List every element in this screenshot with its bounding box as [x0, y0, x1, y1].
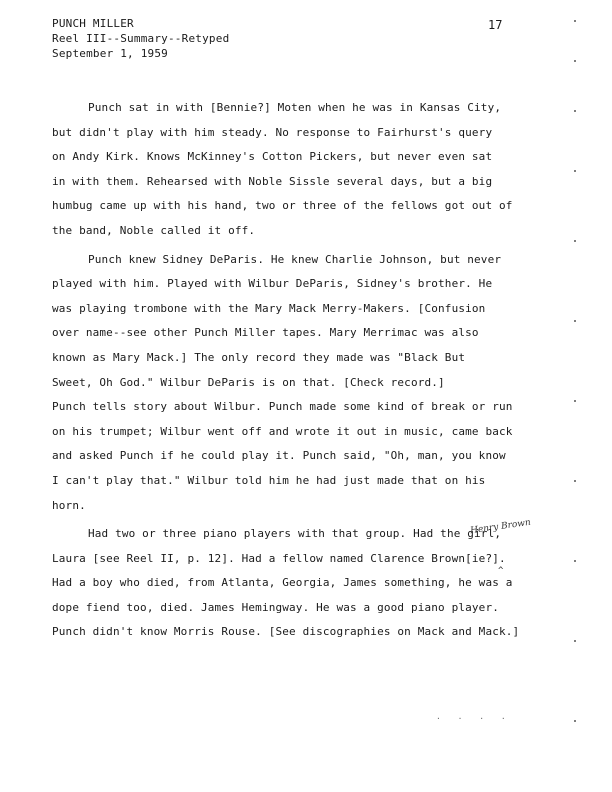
text-line: the band, Noble called it off. — [52, 223, 256, 237]
reel-label: Reel III--Summary--Retyped — [52, 32, 230, 45]
edge-dot — [574, 60, 576, 62]
edge-dot — [574, 560, 576, 562]
text-line: Punch sat in with [Bennie?] Moten when he was in Kansas City, — [88, 101, 502, 114]
text-line: played with him. Played with Wilbur DeParis, Sidney's brother. He — [52, 277, 493, 291]
page-number: 17 — [488, 18, 503, 32]
text-line: over name--see other Punch Miller tapes. Mary Merrimac was also — [52, 326, 479, 340]
text-line: Punch knew Sidney DeParis. He knew Charlie Johnson, but never — [88, 252, 502, 266]
paragraph-1 — [52, 96, 552, 244]
insertion-caret: ^ — [498, 566, 504, 576]
text-line: Punch tells story about Wilbur. Punch made some kind of break or run — [52, 400, 513, 414]
interviewee-name: PUNCH MILLER — [52, 17, 134, 30]
edge-dot — [574, 240, 576, 242]
text-line: but didn't play with him steady. No response to Fairhurst's query — [52, 125, 493, 139]
text-line: Punch didn't know Morris Rouse. [See discographies on Mack and Mack.] — [52, 625, 520, 639]
edge-dot — [574, 320, 576, 322]
scan-specks: · · · · — [436, 714, 512, 723]
text-line: on Andy Kirk. Knows McKinney's Cotton Pickers, but never even sat — [52, 150, 493, 164]
text-line: in with them. Rehearsed with Noble Sissle several days, but a big — [52, 174, 493, 188]
edge-dot — [574, 640, 576, 642]
text-line: known as Mary Mack.] The only record they made was "Black But — [52, 350, 466, 364]
document-header — [52, 16, 229, 61]
interview-date: September 1, 1959 — [52, 47, 168, 60]
text-line: dope fiend too, died. James Hemingway. He was a good piano player. — [52, 600, 499, 614]
page-edge-perforation — [574, 0, 578, 792]
text-line: was playing trombone with the Mary Mack Merry-Makers. [Confusion — [52, 301, 486, 315]
text-line: Had two or three piano players with that group. Had the girl, — [88, 527, 502, 541]
text-line: Sweet, Oh God." Wilbur DeParis is on that. [Check record.] — [52, 375, 445, 389]
edge-dot — [574, 720, 576, 722]
edge-dot — [574, 480, 576, 482]
text-line: Laura [see Reel II, p. 12]. Had a fellow named Clarence Brown[ie?]. — [52, 551, 506, 565]
edge-dot — [574, 110, 576, 112]
text-line: and asked Punch if he could play it. Punch said, "Oh, man, you know — [52, 449, 506, 463]
text-line: Had a boy who died, from Atlanta, Georgia, James something, he was a — [52, 576, 513, 590]
handwritten-annotation: Henry Brown — [469, 517, 532, 537]
text-line: horn. — [52, 498, 86, 512]
edge-dot — [574, 400, 576, 402]
paragraph-2 — [52, 248, 552, 519]
edge-dot — [574, 170, 576, 172]
text-line: on his trumpet; Wilbur went off and wrote it out in music, came back — [52, 424, 513, 438]
text-line: humbug came up with his hand, two or three of the fellows got out of — [52, 199, 513, 213]
edge-dot — [574, 20, 576, 22]
summary-body — [52, 96, 552, 645]
paragraph-3 — [52, 522, 552, 645]
text-line: I can't play that." Wilbur told him he had just made that on his — [52, 473, 486, 487]
